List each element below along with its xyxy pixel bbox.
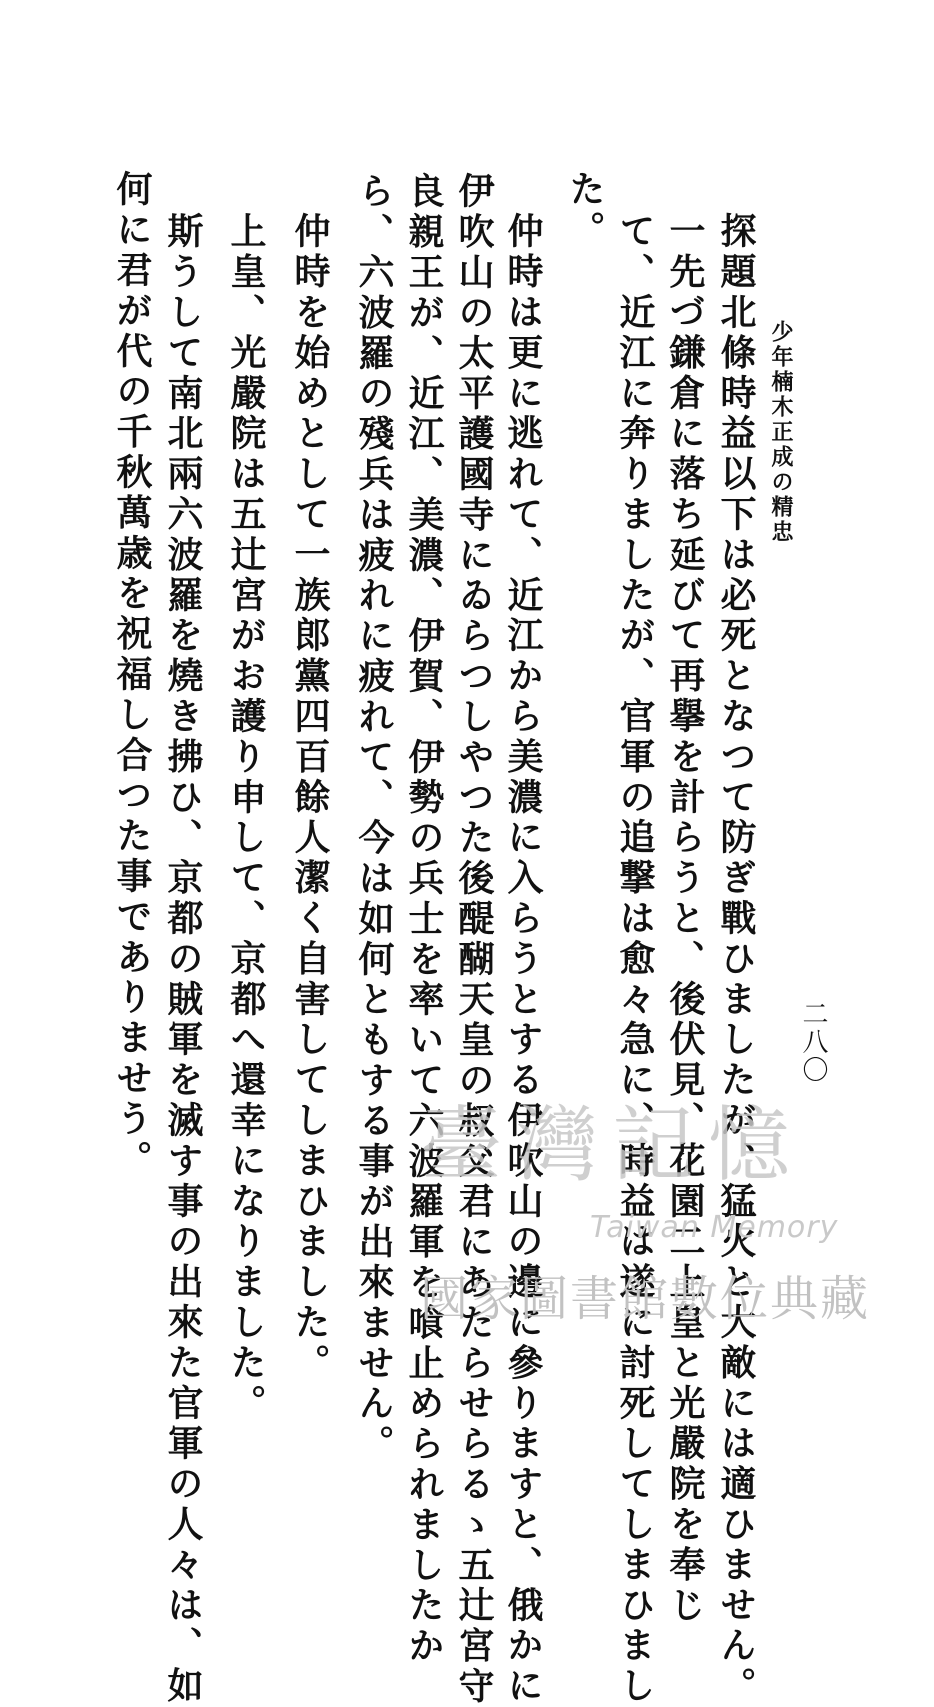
text-column: ら、六波羅の殘兵は疲れに疲れて、今は如何ともする事が出來ません。 [353,172,395,1465]
watermark-subtitle: Taiwan Memory [590,1210,839,1245]
page-number: 二八〇 [798,1000,828,1084]
running-header-title: 少年楠木正成の精忠 [768,320,794,545]
text-column: 斯うして南北兩六波羅を燒き拂ひ、京都の賊軍を滅す事の出來た官軍の人々は、如 [162,212,204,1707]
text-column: 上皇、光嚴院は五辻宮がお護り申して、京都へ還幸になりました。 [225,212,267,1424]
text-column: て、近江に奔りましたが、官軍の追撃は愈々急に、時益は遂に討死してしまひまし [614,212,656,1707]
text-column: 何に君が代の千秋萬歳を祝福し合つた事でありませう。 [111,170,153,1180]
text-column: 探題北條時益以下は必死となつて防ぎ戰ひましたが、猛火と大敵には適ひません。 [715,212,757,1707]
text-column: 良親王が、近江、美濃、伊賀、伊勢の兵士を率いて六波羅軍を喰止められましたか [403,172,445,1667]
watermark-logo: 臺灣記憶 [420,1098,805,1193]
text-column: 仲時を始めとして一族郎黨四百餘人潔く自害してしまひました。 [289,212,331,1384]
text-column: 仲時は更に逃れて、近江から美濃に入らうとする伊吹山の邊に參りますと、俄かに [502,212,544,1707]
text-column: 伊吹山の太平護國寺にゐらつしやつた後醍醐天皇の叔父君にあたらせらるゝ五辻宮守 [453,172,495,1707]
text-column: た。 [564,170,606,251]
watermark-library: 國家圖書館數位典藏 [420,1271,871,1327]
text-column: 一先づ鎌倉に落ち延びて再擧を計らうと、後伏見、花園二上皇と光嚴院を奉じ [664,212,706,1626]
